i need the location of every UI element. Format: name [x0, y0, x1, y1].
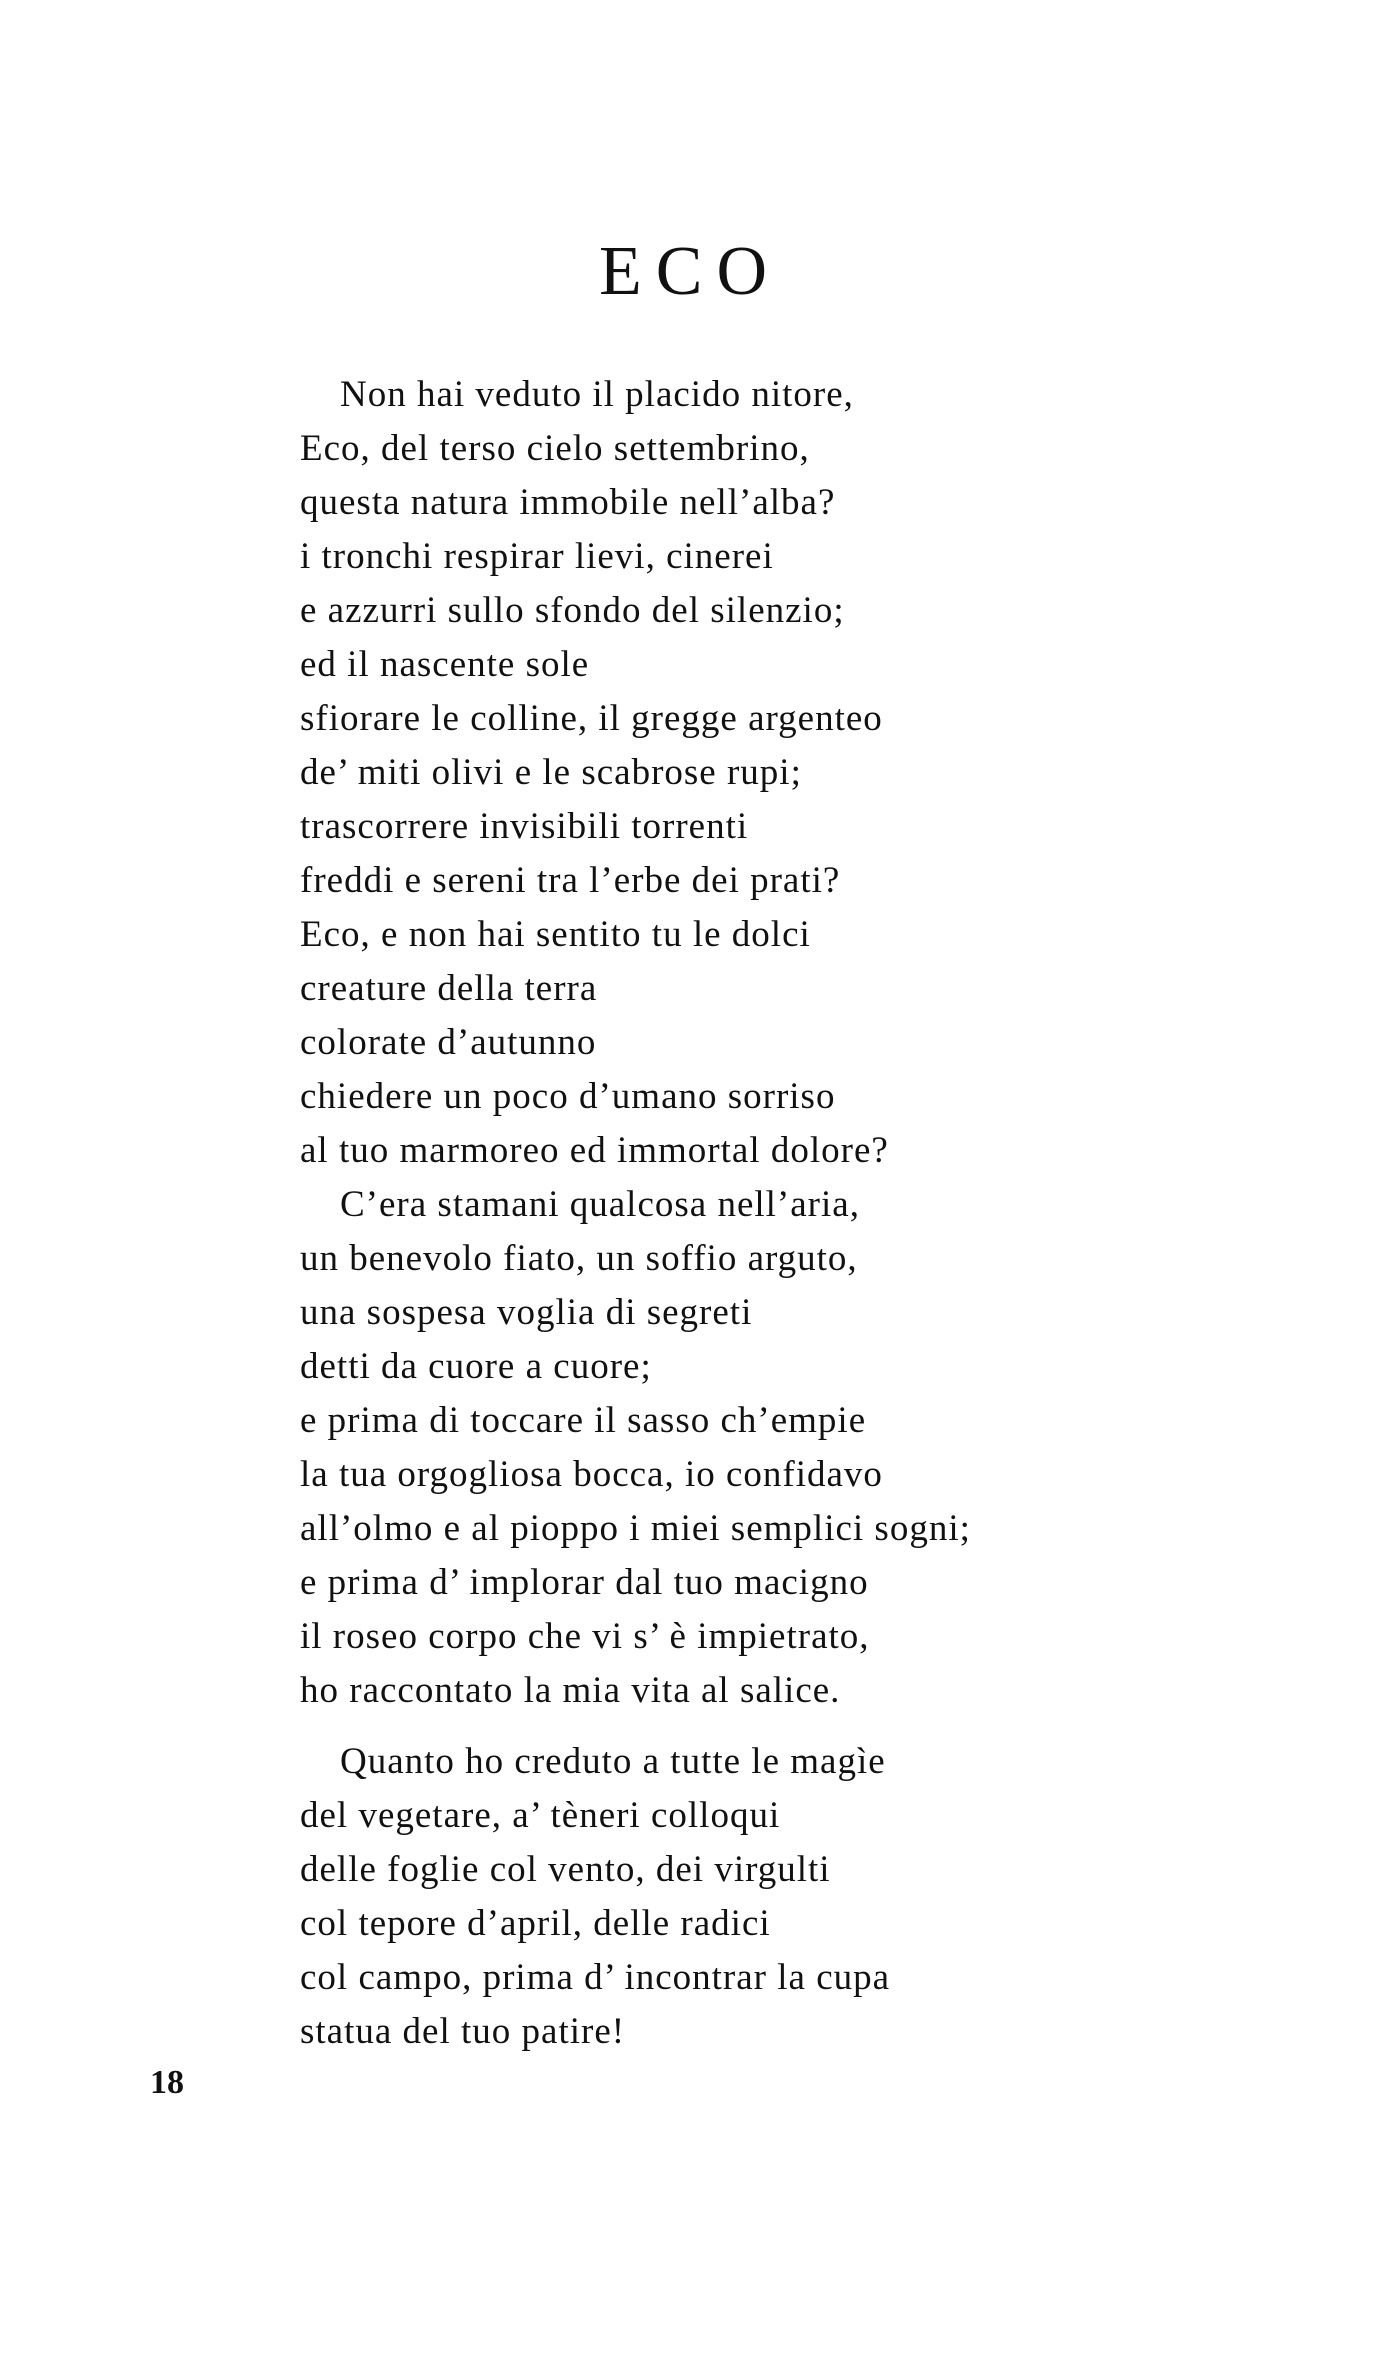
poem-line: colorate d’autunno: [300, 1022, 597, 1063]
poem-line: trascorrere invisibili torrenti: [300, 806, 749, 847]
poem-line: del vegetare, a’ tèneri colloqui: [300, 1795, 781, 1836]
poem-line: creature della terra: [300, 968, 598, 1009]
poem-line: Eco, del terso cielo settembrino,: [300, 428, 810, 469]
poem-line: il roseo corpo che vi s’ è impietrato,: [300, 1616, 870, 1657]
stanza-2: [300, 1735, 1360, 2059]
poem-line: la tua orgogliosa bocca, io confidavo: [300, 1454, 883, 1495]
poem-line: statua del tuo patire!: [300, 2011, 626, 2052]
poem-line: e prima di toccare il sasso ch’empie: [300, 1400, 867, 1441]
poem-line: all’olmo e al pioppo i miei semplici sogni;: [300, 1508, 971, 1549]
poem-line: chiedere un poco d’umano sorriso: [300, 1076, 836, 1117]
poem-line: de’ miti olivi e le scabrose rupi;: [300, 752, 802, 793]
poem-line: delle foglie col vento, dei virgulti: [300, 1849, 831, 1890]
poem-line: un benevolo fiato, un soffio arguto,: [300, 1238, 858, 1279]
poem-line: i tronchi respirar lievi, cinerei: [300, 536, 774, 577]
poem-line: e prima d’ implorar dal tuo macigno: [300, 1562, 869, 1603]
page-number: 18: [150, 2064, 184, 2101]
poem-line: una sospesa voglia di segreti: [300, 1292, 753, 1333]
poem-line: questa natura immobile nell’alba?: [300, 482, 836, 523]
poem-line: col campo, prima d’ incontrar la cupa: [300, 1957, 891, 1998]
poem-line: Quanto ho creduto a tutte le magìe: [340, 1741, 886, 1782]
poem-line: ho raccontato la mia vita al salice.: [300, 1670, 841, 1711]
poem-line: freddi e sereni tra l’erbe dei prati?: [300, 860, 841, 901]
poem-line: e azzurri sullo sfondo del silenzio;: [300, 590, 845, 631]
poem-line: detti da cuore a cuore;: [300, 1346, 652, 1387]
poem-line: C’era stamani qualcosa nell’aria,: [340, 1184, 860, 1225]
poem-line: col tepore d’april, delle radici: [300, 1903, 771, 1944]
poem-line: ed il nascente sole: [300, 644, 590, 685]
stanza-1: [300, 368, 1360, 1718]
poem-line: sfiorare le colline, il gregge argenteo: [300, 698, 883, 739]
poem-line: Eco, e non hai sentito tu le dolci: [300, 914, 811, 955]
poem-line: al tuo marmoreo ed immortal dolore?: [300, 1130, 889, 1171]
poem-title: ECO: [599, 233, 781, 310]
poem-line: Non hai veduto il placido nitore,: [340, 374, 854, 415]
